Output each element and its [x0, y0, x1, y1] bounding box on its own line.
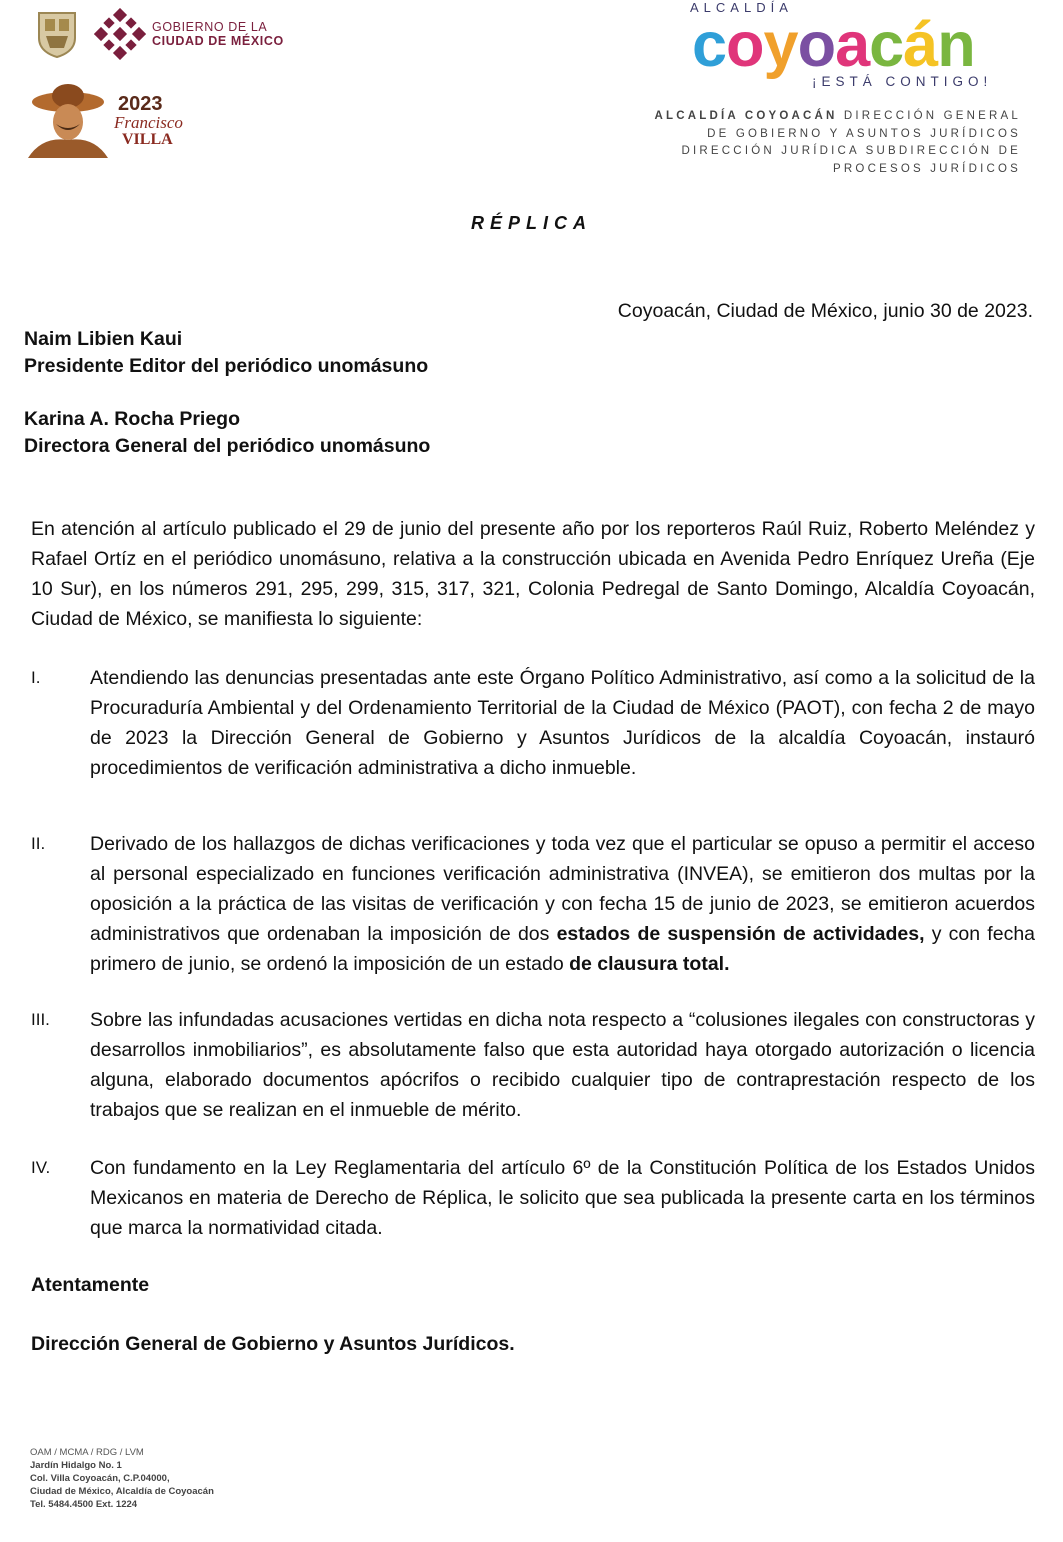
logo-letter: c: [869, 10, 904, 80]
gobierno-cdmx-text: [152, 20, 284, 48]
bold-phrase-clausura: de clausura total.: [569, 953, 730, 975]
logo-letter: á: [903, 10, 938, 80]
list-item-3: [31, 1005, 1035, 1125]
closing-salutation: Atentamente: [31, 1274, 150, 1296]
footer-address-1: Jardín Hidalgo No. 1: [30, 1460, 122, 1471]
logo-letter: o: [726, 10, 764, 80]
list-item-2: [31, 829, 1035, 979]
dept-line: ALCALDÍA COYOACÁN DIRECCIÓN GENERAL: [654, 110, 1021, 122]
logo-letter: o: [797, 10, 836, 80]
coyoacan-logo-word: [692, 12, 975, 78]
dept-line: PROCESOS JURÍDICOS: [833, 162, 1021, 175]
cdmx-shield-logo: [36, 10, 78, 58]
dept-line: DIRECCIÓN JURÍDICA SUBDIRECCIÓN DE: [681, 145, 1021, 158]
list-item-text: Con fundamento en la Ley Reglamentaria del artículo 6º de la Constitución Política de los Estados Unidos Mexicanos en materia de Derecho de Réplica, le solicito que sea publicada la presente carta en los términos que marca la normatividad citada.: [90, 1157, 1035, 1239]
francisco-villa-2023-logo: [22, 80, 184, 158]
villa-name-2: VILLA: [122, 131, 173, 148]
list-item-number: III.: [31, 1010, 50, 1029]
addressee-1-role: Presidente Editor del periódico unomásuno: [24, 355, 429, 377]
footer-address-2: Col. Villa Coyoacán, C.P.04000,: [30, 1473, 170, 1484]
cdmx-pattern-logo: [94, 8, 146, 60]
villa-year: 2023: [118, 93, 163, 115]
bold-phrase-suspension: estados de suspensión de actividades,: [556, 923, 925, 945]
list-item-text: Derivado de los hallazgos de dichas verificaciones y toda vez que el particular se opuso a permitir el acceso al personal especializado en funciones verificación administrativa (INVEA), se emitieron dos multas por la oposición a la práctica de las visitas de verificación y con fecha 15 de junio de 2023, se emitieron acuerdos administrativos que ordenaban la imposición de dos estados de suspensión de actividades, y con fecha primero de junio, se ordenó la imposición de un estado de clausura total.: [90, 833, 1036, 975]
gobierno-line-2: CIUDAD DE MÉXICO: [152, 34, 284, 48]
intro-paragraph: En atención al artículo publicado el 29 de junio del presente año por los reporteros Raúl Ruiz, Roberto Meléndez y Rafael Ortíz en el periódico unomásuno, relativa a la construcción ubicada en Avenida Pedro Enríquez Ureña (Eje 10 Sur), en los números 291, 295, 299, 315, 317, 321, Colonia Pedregal de Santo Domingo, Alcaldía Coyoacán, Ciudad de México, se manifiesta lo siguiente:: [31, 518, 1035, 630]
addressee-1-name: Naim Libien Kaui: [24, 328, 183, 350]
addressee-2-role: Directora General del periódico unomásuno: [24, 435, 431, 457]
alcaldia-small-text: ALCALDÍA: [690, 0, 793, 15]
document-date: Coyoacán, Ciudad de México, junio 30 de 2023.: [617, 300, 1033, 322]
signature-line: Dirección General de Gobierno y Asuntos Jurídicos.: [31, 1333, 515, 1355]
logo-letter: y: [763, 10, 798, 80]
list-item-text: Sobre las infundadas acusaciones vertidas en dicha nota respecto a “colusiones ilegales con constructoras y desarrollos inmobiliarios”, es absolutamente falso que esta autoridad haya otorgado autorización o licencia alguna, elaborado documentos apócrifos o recibido cualquier tipo de contraprestación respecto de los trabajos que se realizan en el inmueble de mérito.: [90, 1009, 1035, 1121]
footer-address-3: Ciudad de México, Alcaldía de Coyoacán: [30, 1486, 214, 1497]
addressee-block: [24, 326, 430, 460]
list-item-number: II.: [31, 834, 46, 853]
esta-contigo-slogan: ¡ESTÁ CONTIGO!: [812, 74, 993, 89]
logo-letter: c: [692, 10, 727, 80]
department-heading: [654, 108, 1021, 178]
addressee-2-name: Karina A. Rocha Priego: [24, 408, 240, 430]
document-title: RÉPLICA: [470, 213, 592, 233]
list-item-number: I.: [31, 668, 41, 687]
footer-phone: Tel. 5484.4500 Ext. 1224: [30, 1499, 138, 1510]
logo-letter: a: [835, 10, 870, 80]
list-item-text: Atendiendo las denuncias presentadas ante este Órgano Político Administrativo, así como a la solicitud de la Procuraduría Ambiental y del Ordenamiento Territorial de la Ciudad de México (PAOT), con fecha 2 de mayo de 2023 la Dirección General de Gobierno y Asuntos Jurídicos de la alcaldía Coyoacán, instauró procedimientos de verificación administrativa a dicho inmueble.: [90, 667, 1035, 779]
footer-initials: OAM / MCMA / RDG / LVM: [30, 1447, 144, 1458]
list-item-4: [31, 1153, 1035, 1243]
logo-letter: n: [937, 10, 975, 80]
list-item-1: [31, 663, 1035, 783]
dept-line: DE GOBIERNO Y ASUNTOS JURÍDICOS: [707, 127, 1021, 140]
villa-name-1: Francisco: [114, 113, 183, 132]
footer-address: [30, 1446, 214, 1511]
gobierno-line-1: GOBIERNO DE LA: [152, 20, 268, 34]
list-item-number: IV.: [31, 1158, 51, 1177]
